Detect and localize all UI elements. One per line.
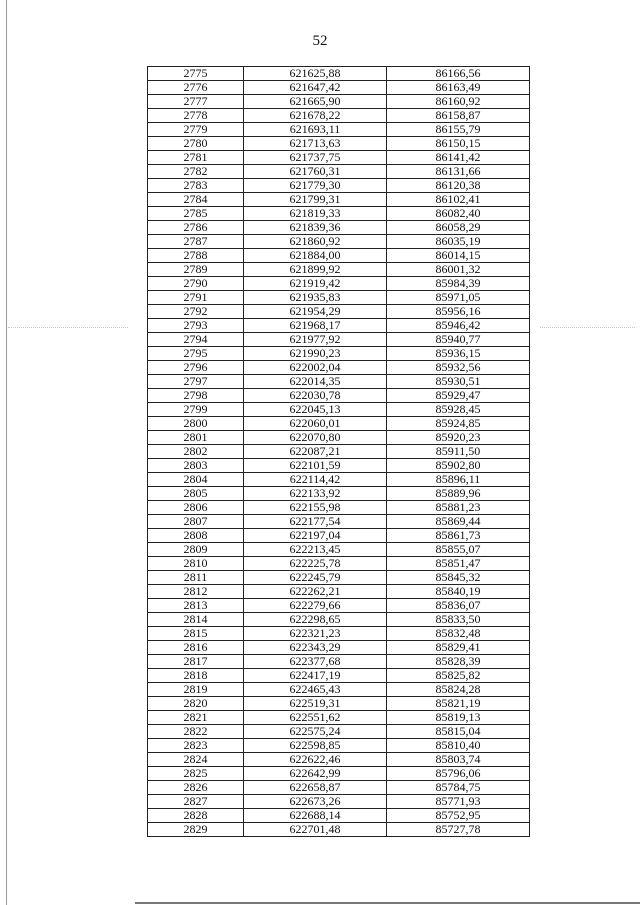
x-coordinate-cell: 621713,63 bbox=[244, 137, 387, 151]
x-coordinate-cell: 621819,33 bbox=[244, 207, 387, 221]
point-number-cell: 2818 bbox=[148, 669, 244, 683]
x-coordinate-cell: 622417,19 bbox=[244, 669, 387, 683]
x-coordinate-cell: 622262,21 bbox=[244, 585, 387, 599]
x-coordinate-cell: 622598,85 bbox=[244, 739, 387, 753]
point-number-cell: 2807 bbox=[148, 515, 244, 529]
x-coordinate-cell: 622279,66 bbox=[244, 599, 387, 613]
y-coordinate-cell: 86001,32 bbox=[387, 263, 530, 277]
x-coordinate-cell: 622642,99 bbox=[244, 767, 387, 781]
x-coordinate-cell: 621954,29 bbox=[244, 305, 387, 319]
point-number-cell: 2775 bbox=[148, 67, 244, 81]
point-number-cell: 2778 bbox=[148, 109, 244, 123]
x-coordinate-cell: 622321,23 bbox=[244, 627, 387, 641]
x-coordinate-cell: 622575,24 bbox=[244, 725, 387, 739]
x-coordinate-cell: 622030,78 bbox=[244, 389, 387, 403]
table-row bbox=[148, 529, 530, 543]
y-coordinate-cell: 86102,41 bbox=[387, 193, 530, 207]
point-number-cell: 2805 bbox=[148, 487, 244, 501]
y-coordinate-cell: 85803,74 bbox=[387, 753, 530, 767]
point-number-cell: 2827 bbox=[148, 795, 244, 809]
y-coordinate-cell: 85784,75 bbox=[387, 781, 530, 795]
table-row bbox=[148, 333, 530, 347]
y-coordinate-cell: 85832,48 bbox=[387, 627, 530, 641]
point-number-cell: 2826 bbox=[148, 781, 244, 795]
y-coordinate-cell: 85928,45 bbox=[387, 403, 530, 417]
y-coordinate-cell: 85971,05 bbox=[387, 291, 530, 305]
table-row bbox=[148, 375, 530, 389]
y-coordinate-cell: 85796,06 bbox=[387, 767, 530, 781]
y-coordinate-cell: 86150,15 bbox=[387, 137, 530, 151]
y-coordinate-cell: 85936,15 bbox=[387, 347, 530, 361]
x-coordinate-cell: 622688,14 bbox=[244, 809, 387, 823]
point-number-cell: 2820 bbox=[148, 697, 244, 711]
y-coordinate-cell: 85855,07 bbox=[387, 543, 530, 557]
point-number-cell: 2802 bbox=[148, 445, 244, 459]
table-row bbox=[148, 109, 530, 123]
point-number-cell: 2795 bbox=[148, 347, 244, 361]
coordinates-table bbox=[147, 66, 530, 837]
x-coordinate-cell: 621665,90 bbox=[244, 95, 387, 109]
x-coordinate-cell: 621884,00 bbox=[244, 249, 387, 263]
table-row bbox=[148, 669, 530, 683]
table-row bbox=[148, 305, 530, 319]
point-number-cell: 2787 bbox=[148, 235, 244, 249]
table-row bbox=[148, 571, 530, 585]
point-number-cell: 2808 bbox=[148, 529, 244, 543]
table-row bbox=[148, 795, 530, 809]
table-row bbox=[148, 585, 530, 599]
table-row bbox=[148, 193, 530, 207]
y-coordinate-cell: 86158,87 bbox=[387, 109, 530, 123]
point-number-cell: 2806 bbox=[148, 501, 244, 515]
y-coordinate-cell: 85869,44 bbox=[387, 515, 530, 529]
point-number-cell: 2781 bbox=[148, 151, 244, 165]
table-row bbox=[148, 823, 530, 837]
y-coordinate-cell: 85821,19 bbox=[387, 697, 530, 711]
table-row bbox=[148, 403, 530, 417]
x-coordinate-cell: 621990,23 bbox=[244, 347, 387, 361]
point-number-cell: 2777 bbox=[148, 95, 244, 109]
x-coordinate-cell: 622133,92 bbox=[244, 487, 387, 501]
x-coordinate-cell: 622658,87 bbox=[244, 781, 387, 795]
point-number-cell: 2799 bbox=[148, 403, 244, 417]
x-coordinate-cell: 621647,42 bbox=[244, 81, 387, 95]
y-coordinate-cell: 85861,73 bbox=[387, 529, 530, 543]
y-coordinate-cell: 85889,96 bbox=[387, 487, 530, 501]
point-number-cell: 2814 bbox=[148, 613, 244, 627]
y-coordinate-cell: 86163,49 bbox=[387, 81, 530, 95]
y-coordinate-cell: 86035,19 bbox=[387, 235, 530, 249]
table-row bbox=[148, 655, 530, 669]
table-row bbox=[148, 95, 530, 109]
y-coordinate-cell: 85946,42 bbox=[387, 319, 530, 333]
y-coordinate-cell: 85840,19 bbox=[387, 585, 530, 599]
x-coordinate-cell: 621839,36 bbox=[244, 221, 387, 235]
x-coordinate-cell: 621977,92 bbox=[244, 333, 387, 347]
point-number-cell: 2783 bbox=[148, 179, 244, 193]
y-coordinate-cell: 85836,07 bbox=[387, 599, 530, 613]
table-row bbox=[148, 557, 530, 571]
point-number-cell: 2798 bbox=[148, 389, 244, 403]
table-row bbox=[148, 67, 530, 81]
point-number-cell: 2813 bbox=[148, 599, 244, 613]
table-row bbox=[148, 347, 530, 361]
x-coordinate-cell: 622070,80 bbox=[244, 431, 387, 445]
y-coordinate-cell: 85932,56 bbox=[387, 361, 530, 375]
point-number-cell: 2821 bbox=[148, 711, 244, 725]
y-coordinate-cell: 85815,04 bbox=[387, 725, 530, 739]
y-coordinate-cell: 85828,39 bbox=[387, 655, 530, 669]
table-row bbox=[148, 319, 530, 333]
point-number-cell: 2788 bbox=[148, 249, 244, 263]
y-coordinate-cell: 85956,16 bbox=[387, 305, 530, 319]
x-coordinate-cell: 622377,68 bbox=[244, 655, 387, 669]
table-row bbox=[148, 725, 530, 739]
table-row bbox=[148, 249, 530, 263]
x-coordinate-cell: 622213,45 bbox=[244, 543, 387, 557]
y-coordinate-cell: 86058,29 bbox=[387, 221, 530, 235]
point-number-cell: 2789 bbox=[148, 263, 244, 277]
table-row bbox=[148, 291, 530, 305]
scan-noise-left bbox=[8, 327, 128, 329]
y-coordinate-cell: 86131,66 bbox=[387, 165, 530, 179]
point-number-cell: 2809 bbox=[148, 543, 244, 557]
table-row bbox=[148, 501, 530, 515]
point-number-cell: 2816 bbox=[148, 641, 244, 655]
table-row bbox=[148, 809, 530, 823]
y-coordinate-cell: 85833,50 bbox=[387, 613, 530, 627]
y-coordinate-cell: 85845,32 bbox=[387, 571, 530, 585]
point-number-cell: 2810 bbox=[148, 557, 244, 571]
x-coordinate-cell: 622225,78 bbox=[244, 557, 387, 571]
x-coordinate-cell: 622114,42 bbox=[244, 473, 387, 487]
x-coordinate-cell: 621625,88 bbox=[244, 67, 387, 81]
table-row bbox=[148, 165, 530, 179]
x-coordinate-cell: 622551,62 bbox=[244, 711, 387, 725]
y-coordinate-cell: 85929,47 bbox=[387, 389, 530, 403]
point-number-cell: 2815 bbox=[148, 627, 244, 641]
x-coordinate-cell: 622622,46 bbox=[244, 753, 387, 767]
table-row bbox=[148, 389, 530, 403]
table-row bbox=[148, 515, 530, 529]
point-number-cell: 2819 bbox=[148, 683, 244, 697]
point-number-cell: 2792 bbox=[148, 305, 244, 319]
point-number-cell: 2803 bbox=[148, 459, 244, 473]
x-coordinate-cell: 621693,11 bbox=[244, 123, 387, 137]
point-number-cell: 2776 bbox=[148, 81, 244, 95]
x-coordinate-cell: 621899,92 bbox=[244, 263, 387, 277]
table-row bbox=[148, 123, 530, 137]
x-coordinate-cell: 621779,30 bbox=[244, 179, 387, 193]
table-row bbox=[148, 277, 530, 291]
y-coordinate-cell: 86082,40 bbox=[387, 207, 530, 221]
y-coordinate-cell: 86120,38 bbox=[387, 179, 530, 193]
y-coordinate-cell: 85902,80 bbox=[387, 459, 530, 473]
table-row bbox=[148, 543, 530, 557]
x-coordinate-cell: 622701,48 bbox=[244, 823, 387, 837]
y-coordinate-cell: 85752,95 bbox=[387, 809, 530, 823]
x-coordinate-cell: 621860,92 bbox=[244, 235, 387, 249]
table-row bbox=[148, 627, 530, 641]
table-row bbox=[148, 473, 530, 487]
table-row bbox=[148, 767, 530, 781]
x-coordinate-cell: 621968,17 bbox=[244, 319, 387, 333]
x-coordinate-cell: 622519,31 bbox=[244, 697, 387, 711]
point-number-cell: 2784 bbox=[148, 193, 244, 207]
point-number-cell: 2801 bbox=[148, 431, 244, 445]
y-coordinate-cell: 85819,13 bbox=[387, 711, 530, 725]
scan-noise-right bbox=[540, 327, 635, 329]
table-row bbox=[148, 179, 530, 193]
y-coordinate-cell: 85825,82 bbox=[387, 669, 530, 683]
y-coordinate-cell: 85911,50 bbox=[387, 445, 530, 459]
x-coordinate-cell: 621935,83 bbox=[244, 291, 387, 305]
point-number-cell: 2790 bbox=[148, 277, 244, 291]
point-number-cell: 2825 bbox=[148, 767, 244, 781]
x-coordinate-cell: 622014,35 bbox=[244, 375, 387, 389]
point-number-cell: 2794 bbox=[148, 333, 244, 347]
table-row bbox=[148, 263, 530, 277]
table-row bbox=[148, 613, 530, 627]
point-number-cell: 2779 bbox=[148, 123, 244, 137]
table-row bbox=[148, 361, 530, 375]
table-row bbox=[148, 81, 530, 95]
y-coordinate-cell: 85930,51 bbox=[387, 375, 530, 389]
y-coordinate-cell: 85810,40 bbox=[387, 739, 530, 753]
table-row bbox=[148, 207, 530, 221]
table-row bbox=[148, 711, 530, 725]
table-row bbox=[148, 459, 530, 473]
table-row bbox=[148, 151, 530, 165]
point-number-cell: 2822 bbox=[148, 725, 244, 739]
table-row bbox=[148, 487, 530, 501]
x-coordinate-cell: 622343,29 bbox=[244, 641, 387, 655]
x-coordinate-cell: 622177,54 bbox=[244, 515, 387, 529]
page-number: 52 bbox=[312, 33, 328, 49]
page-bottom-edge bbox=[135, 902, 640, 904]
x-coordinate-cell: 622298,65 bbox=[244, 613, 387, 627]
point-number-cell: 2791 bbox=[148, 291, 244, 305]
x-coordinate-cell: 621737,75 bbox=[244, 151, 387, 165]
x-coordinate-cell: 622155,98 bbox=[244, 501, 387, 515]
x-coordinate-cell: 622245,79 bbox=[244, 571, 387, 585]
y-coordinate-cell: 85851,47 bbox=[387, 557, 530, 571]
x-coordinate-cell: 622060,01 bbox=[244, 417, 387, 431]
page-border bbox=[6, 0, 7, 905]
x-coordinate-cell: 622087,21 bbox=[244, 445, 387, 459]
point-number-cell: 2817 bbox=[148, 655, 244, 669]
point-number-cell: 2785 bbox=[148, 207, 244, 221]
table-row bbox=[148, 417, 530, 431]
point-number-cell: 2782 bbox=[148, 165, 244, 179]
table-row bbox=[148, 599, 530, 613]
x-coordinate-cell: 622045,13 bbox=[244, 403, 387, 417]
point-number-cell: 2828 bbox=[148, 809, 244, 823]
y-coordinate-cell: 86141,42 bbox=[387, 151, 530, 165]
y-coordinate-cell: 85727,78 bbox=[387, 823, 530, 837]
table-row bbox=[148, 445, 530, 459]
point-number-cell: 2823 bbox=[148, 739, 244, 753]
y-coordinate-cell: 85881,23 bbox=[387, 501, 530, 515]
y-coordinate-cell: 85984,39 bbox=[387, 277, 530, 291]
point-number-cell: 2824 bbox=[148, 753, 244, 767]
point-number-cell: 2780 bbox=[148, 137, 244, 151]
point-number-cell: 2804 bbox=[148, 473, 244, 487]
table-row bbox=[148, 235, 530, 249]
coordinates-table-body bbox=[148, 67, 530, 837]
x-coordinate-cell: 621760,31 bbox=[244, 165, 387, 179]
y-coordinate-cell: 86166,56 bbox=[387, 67, 530, 81]
y-coordinate-cell: 85896,11 bbox=[387, 473, 530, 487]
x-coordinate-cell: 622002,04 bbox=[244, 361, 387, 375]
point-number-cell: 2786 bbox=[148, 221, 244, 235]
y-coordinate-cell: 86155,79 bbox=[387, 123, 530, 137]
y-coordinate-cell: 85824,28 bbox=[387, 683, 530, 697]
y-coordinate-cell: 85771,93 bbox=[387, 795, 530, 809]
point-number-cell: 2797 bbox=[148, 375, 244, 389]
y-coordinate-cell: 85829,41 bbox=[387, 641, 530, 655]
table-row bbox=[148, 683, 530, 697]
x-coordinate-cell: 621919,42 bbox=[244, 277, 387, 291]
x-coordinate-cell: 622465,43 bbox=[244, 683, 387, 697]
table-row bbox=[148, 221, 530, 235]
y-coordinate-cell: 86160,92 bbox=[387, 95, 530, 109]
y-coordinate-cell: 85920,23 bbox=[387, 431, 530, 445]
x-coordinate-cell: 621678,22 bbox=[244, 109, 387, 123]
point-number-cell: 2811 bbox=[148, 571, 244, 585]
x-coordinate-cell: 622101,59 bbox=[244, 459, 387, 473]
point-number-cell: 2800 bbox=[148, 417, 244, 431]
point-number-cell: 2812 bbox=[148, 585, 244, 599]
y-coordinate-cell: 85940,77 bbox=[387, 333, 530, 347]
point-number-cell: 2829 bbox=[148, 823, 244, 837]
table-row bbox=[148, 739, 530, 753]
y-coordinate-cell: 86014,15 bbox=[387, 249, 530, 263]
table-row bbox=[148, 697, 530, 711]
table-row bbox=[148, 137, 530, 151]
table-row bbox=[148, 431, 530, 445]
point-number-cell: 2796 bbox=[148, 361, 244, 375]
x-coordinate-cell: 622673,26 bbox=[244, 795, 387, 809]
table-row bbox=[148, 641, 530, 655]
x-coordinate-cell: 621799,31 bbox=[244, 193, 387, 207]
table-row bbox=[148, 781, 530, 795]
x-coordinate-cell: 622197,04 bbox=[244, 529, 387, 543]
point-number-cell: 2793 bbox=[148, 319, 244, 333]
y-coordinate-cell: 85924,85 bbox=[387, 417, 530, 431]
table-row bbox=[148, 753, 530, 767]
